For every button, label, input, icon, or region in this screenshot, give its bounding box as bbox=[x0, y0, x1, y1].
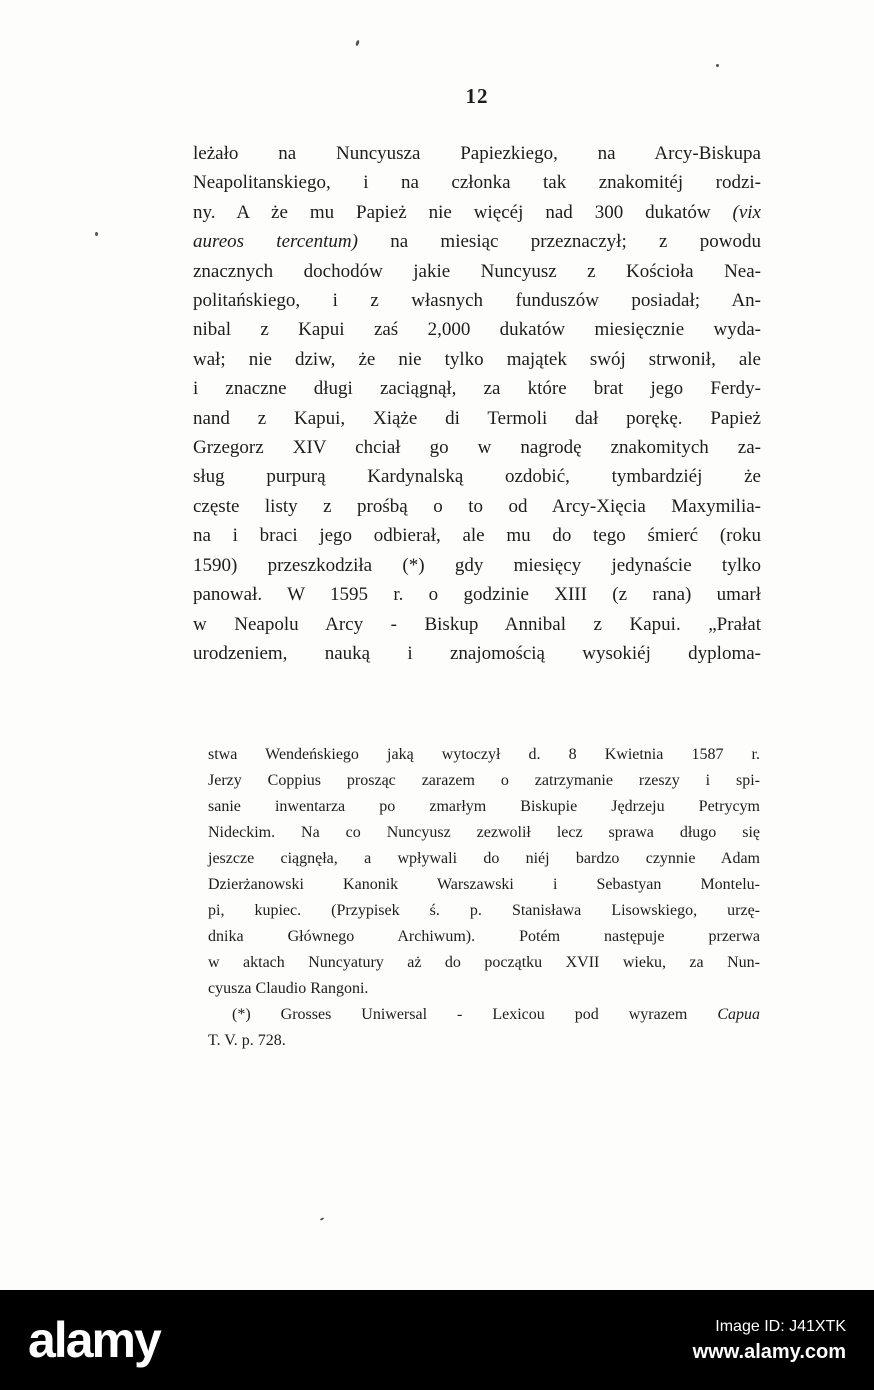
text-line: w Neapolu Arcy - Biskup Annibal z Kapui. „Prałat bbox=[193, 613, 761, 635]
footnote-block bbox=[208, 742, 760, 1054]
text-line: aureos tercentum) na miesiąc przeznaczył; z powodu bbox=[193, 231, 761, 253]
text-line: stwa Wendeńskiego jaką wytoczył d. 8 Kwietnia 1587 r. bbox=[208, 746, 760, 763]
text-line: urodzeniem, nauką i znajomością wysokiéj dyploma- bbox=[193, 642, 761, 664]
text-line: w aktach Nuncyatury aż do początku XVII wieku, za Nun- bbox=[208, 954, 760, 971]
text-line: Dzierżanowski Kanonik Warszawski i Sebastyan Montelu- bbox=[208, 876, 760, 893]
image-id-label: Image ID: J41XTK bbox=[715, 1318, 846, 1335]
scan-speck bbox=[320, 1217, 324, 1221]
scan-speck bbox=[355, 40, 360, 47]
text-line: pi, kupiec. (Przypisek ś. p. Stanisława Lisowskiego, urzę- bbox=[208, 902, 760, 919]
text-line: na i braci jego odbierał, ale mu do tego śmierć (roku bbox=[193, 525, 761, 547]
scan-speck bbox=[716, 64, 719, 67]
text-line: nand z Kapui, Xiąże di Termoli dał porękę. Papież bbox=[193, 407, 761, 429]
text-line: sanie inwentarza po zmarłym Biskupie Jędrzeju Petrycym bbox=[208, 798, 760, 815]
alamy-url: www.alamy.com bbox=[692, 1341, 846, 1363]
text-line: częste listy z prośbą o to od Arcy-Xięcia Maxymilia- bbox=[193, 495, 761, 517]
text-line: panował. W 1595 r. o godzinie XIII (z rana) umarł bbox=[193, 584, 761, 606]
text-line: politańskiego, i z własnych funduszów posiadał; An- bbox=[193, 290, 761, 312]
alamy-watermark-bar bbox=[0, 1290, 874, 1390]
text-line: dnika Głównego Archiwum). Potém następuje przerwa bbox=[208, 928, 760, 945]
text-line: T. V. p. 728. bbox=[208, 1032, 286, 1049]
text-line: i znaczne długi zaciągnął, za które brat jego Ferdy- bbox=[193, 378, 761, 400]
text-line: sług purpurą Kardynalską ozdobić, tymbardziéj że bbox=[193, 466, 761, 488]
watermark-meta bbox=[693, 1315, 846, 1365]
text-line: jeszcze ciągnęła, a wpływali do niéj bardzo czynnie Adam bbox=[208, 850, 760, 867]
text-line: Nideckim. Na co Nuncyusz zezwolił lecz sprawa długo się bbox=[208, 824, 760, 841]
text-line: cyusza Claudio Rangoni. bbox=[208, 980, 369, 997]
text-line: nibal z Kapui zaś 2,000 dukatów miesięcznie wyda- bbox=[193, 319, 761, 341]
main-paragraph bbox=[193, 139, 761, 668]
page-number: 12 bbox=[465, 84, 489, 108]
text-line: Neapolitanskiego, i na członka tak znakomitéj rodzi- bbox=[193, 172, 761, 194]
text-line: leżało na Nuncyusza Papiezkiego, na Arcy-Biskupa bbox=[193, 143, 761, 164]
text-line: znacznych dochodów jakie Nuncyusz z Kościoła Nea- bbox=[193, 260, 761, 282]
text-line: 1590) przeszkodziła (*) gdy miesięcy jedynaście tylko bbox=[193, 554, 761, 576]
scan-speck bbox=[95, 232, 98, 236]
alamy-logo: alamy bbox=[28, 1312, 160, 1368]
text-line: Jerzy Coppius prosząc zarazem o zatrzymanie rzeszy i spi- bbox=[208, 772, 760, 789]
text-line: Grzegorz XIV chciał go w nagrodę znakomitych za- bbox=[193, 437, 761, 459]
text-line: ny. A że mu Papież nie więcéj nad 300 dukatów (vix bbox=[193, 201, 761, 223]
text-line: wał; nie dziw, że nie tylko majątek swój strwonił, ale bbox=[193, 348, 761, 370]
text-line: (*) Grosses Uniwersal - Lexicou pod wyrazem Capua bbox=[232, 1006, 760, 1023]
